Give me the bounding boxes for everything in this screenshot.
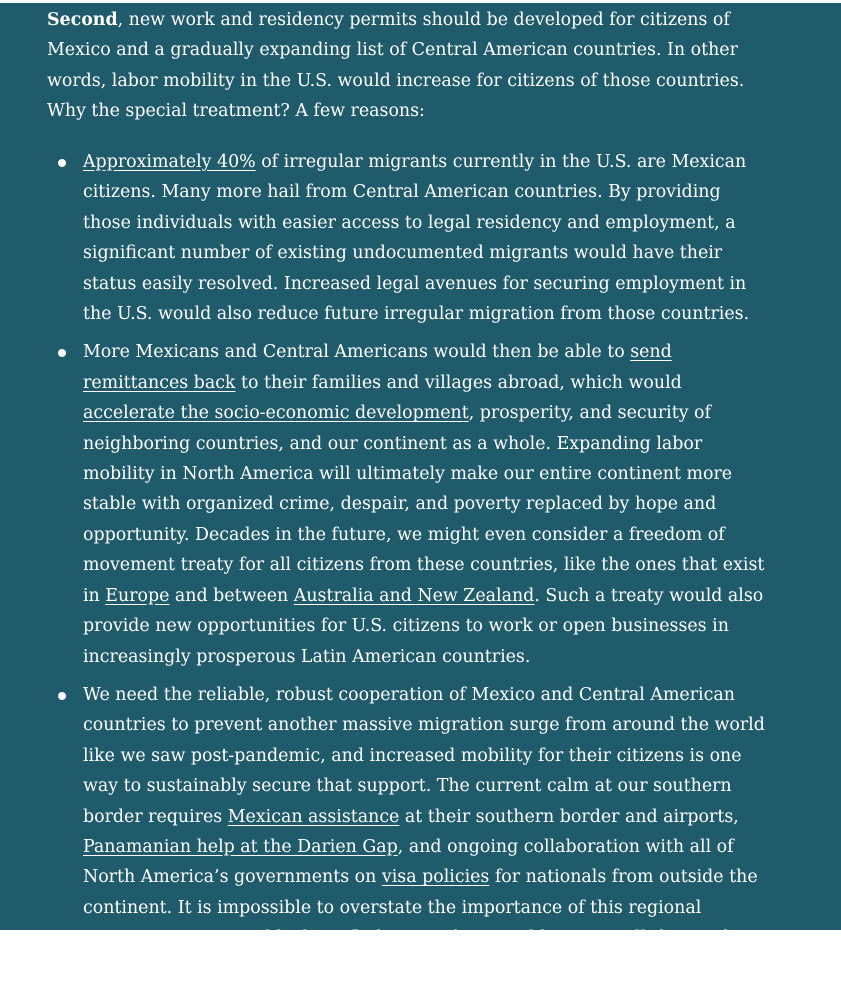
link-accelerate-socio-economic-development[interactable]: accelerate the socio-economic development [83,403,469,424]
list-item-text: for nationals from outside the continent. It is impossible to overstate the importance of this regional cooperation in a world where flights are cheap and [83,867,758,949]
list-item [0,147,773,329]
list-item [0,337,773,671]
list-item-text: of irregular migrants currently in the U.S. are Mexican citizens. Many more hail from Central American countries. By providing those individuals with easier access to legal residency and employment, a significant number of existing undocumented migrants would have their status easily resolved. Increased legal avenues for securing employment in the U.S. would also reduce future irregular migration from those countries. [83,152,750,325]
intro-text: , new work and residency permits should be developed for citizens of Mexico and a gradually expanding list of Central American countries. In other words, labor mobility in the U.S. would increase for citizens of those countries. Why the special treatment? A few reasons: [47,10,745,122]
link-australia-and-new-zealand[interactable]: Australia and New Zealand [293,585,535,606]
list-item-text: We need the reliable, robust cooperation of Mexico and Central American countries to prevent another massive migration surge from around the world like we saw post-pandemic, and increased mobility for their citizens is one way to sustainably secure that support. The current calm at our southern border requires [83,684,765,827]
link-panamanian-help-darien-gap[interactable]: Panamanian help at the Darien Gap [83,836,398,857]
bullet-dot-icon [58,159,66,167]
list-item-text: , prosperity, and security of neighboring countries, and our continent as a whole. Expanding labor mobility in North America will ultimately make our entire continent more stable with organized crime, despair, and poverty replaced by hope and opportunity. Decades in the future, we might even consider a freedom of movement treaty for all citizens from these countries, like the ones that exist in [83,403,765,606]
link-visa-policies[interactable]: visa policies [381,867,490,888]
link-europe[interactable]: Europe [105,585,170,606]
link-approximately-40-percent[interactable]: Approximately 40% [83,152,256,172]
link-send-remittances-back[interactable]: send remittances back [83,342,672,393]
list-item-text: . Such a treaty would also provide new opportunities for U.S. citizens to work or open businesses in increasingly prosperous Latin American countries. [83,585,764,667]
list-item-text: and between [169,585,294,606]
link-mexican-assistance[interactable]: Mexican assistance [227,806,400,827]
list-item-text: at their southern border and airports, [399,806,739,827]
link-human-trafficking-big-business[interactable]: human trafficking is big business [83,928,752,979]
reasons-list [0,147,773,992]
intro-paragraph [47,5,787,127]
intro-lead: Second [47,10,118,30]
list-item-text: , and ongoing collaboration with all of North America’s governments on [83,836,734,888]
article-panel [0,3,841,979]
bullet-dot-icon [58,692,66,700]
list-item-text: to their families and villages abroad, which would [235,372,682,393]
list-item-text: . [159,958,165,979]
list-item [0,680,773,984]
bullet-dot-icon [58,349,66,357]
list-item-text: More Mexicans and Central Americans would then be able to [83,342,631,363]
